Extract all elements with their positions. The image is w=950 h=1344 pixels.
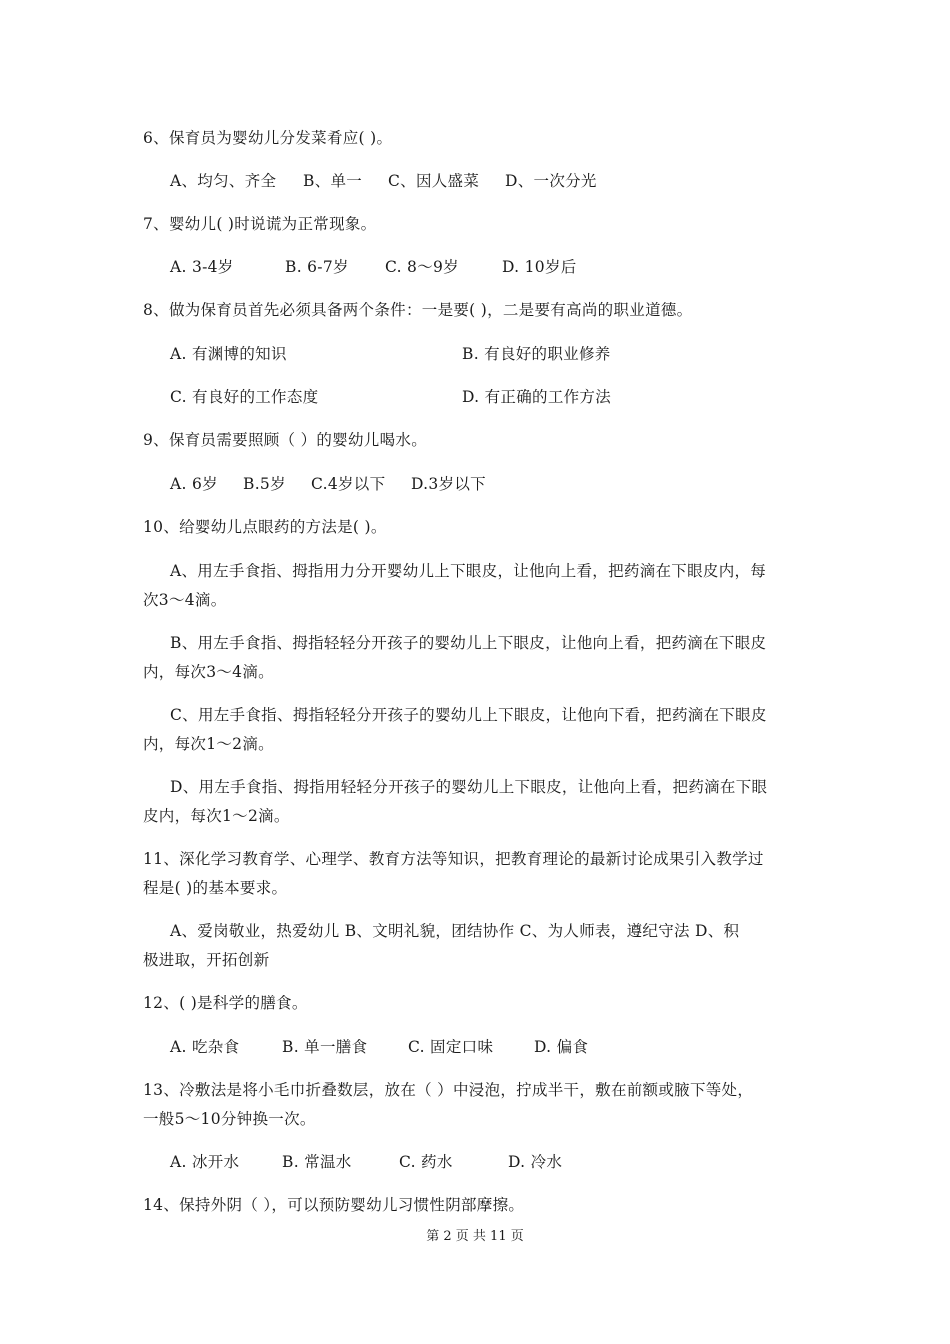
- option-b: B.5岁: [243, 475, 286, 493]
- question-8-stem: 8、做为保育员首先必须具备两个条件：一是要( )，二是要有高尚的职业道德。: [143, 301, 693, 319]
- option-c: C. 8～9岁: [385, 258, 459, 276]
- option-a: A. 冰开水: [170, 1153, 240, 1171]
- question-7-stem: 7、婴幼儿( )时说谎为正常现象。: [143, 215, 377, 233]
- option-d-line-1: D、用左手食指、拇指用轻轻分开孩子的婴幼儿上下眼皮，让他向上看，把药滴在下眼: [170, 778, 768, 796]
- option-d: D、一次分光: [505, 172, 597, 190]
- option-b: B. 6-7岁: [285, 258, 349, 276]
- option-c-line-1: C、用左手食指、拇指轻轻分开孩子的婴幼儿上下眼皮，让他向下看，把药滴在下眼皮: [170, 706, 767, 724]
- question-11-stem-line-2: 程是( )的基本要求。: [143, 879, 288, 897]
- question-10-stem: 10、给婴幼儿点眼药的方法是( )。: [143, 518, 387, 536]
- option-c: C. 有良好的工作态度: [170, 388, 319, 406]
- option-d: D.3岁以下: [411, 475, 486, 493]
- option-d-line-2: 皮内，每次1～2滴。: [143, 807, 290, 825]
- option-c: C.4岁以下: [311, 475, 386, 493]
- question-12-stem: 12、( )是科学的膳食。: [143, 994, 308, 1012]
- option-a: A. 6岁: [170, 475, 218, 493]
- option-b-line-1: B、用左手食指、拇指轻轻分开孩子的婴幼儿上下眼皮，让他向上看，把药滴在下眼皮: [170, 634, 767, 652]
- option-b: B. 单一膳食: [282, 1038, 368, 1056]
- question-9-stem: 9、保育员需要照顾（ ）的婴幼儿喝水。: [143, 431, 427, 449]
- question-11-options-line-1: A、爱岗敬业，热爱幼儿 B、文明礼貌，团结协作 C、为人师表，遵纪守法 D、积: [170, 922, 740, 940]
- question-6-stem: 6、保育员为婴幼儿分发菜肴应( )。: [143, 129, 393, 147]
- option-b: B. 有良好的职业修养: [462, 345, 611, 363]
- option-b-line-2: 内，每次3～4滴。: [143, 663, 274, 681]
- option-c: C、因人盛菜: [388, 172, 480, 190]
- question-9-options: [170, 474, 486, 494]
- option-d: D. 10岁后: [502, 258, 577, 276]
- option-d: D. 偏食: [534, 1038, 589, 1056]
- option-a: A. 吃杂食: [170, 1038, 240, 1056]
- question-13-options: [170, 1152, 562, 1172]
- question-14-stem: 14、保持外阴（ ），可以预防婴幼儿习惯性阴部摩擦。: [143, 1196, 525, 1214]
- option-c-line-2: 内，每次1～2滴。: [143, 735, 274, 753]
- question-11-options-line-2: 极进取，开拓创新: [143, 951, 270, 969]
- option-d: D. 冷水: [508, 1153, 563, 1171]
- option-c: C. 固定口味: [408, 1038, 494, 1056]
- question-12-options: [170, 1037, 588, 1057]
- question-13-stem-line-1: 13、冷敷法是将小毛巾折叠数层，放在（ ）中浸泡，拧成半干，敷在前额或腋下等处，: [143, 1081, 754, 1099]
- option-b: B、单一: [303, 172, 363, 190]
- option-a-line-1: A、用左手食指、拇指用力分开婴幼儿上下眼皮，让他向上看，把药滴在下眼皮内，每: [170, 562, 767, 580]
- question-7-options: [170, 257, 577, 277]
- option-d: D. 有正确的工作方法: [462, 388, 612, 406]
- question-13-stem-line-2: 一般5～10分钟换一次。: [143, 1110, 316, 1128]
- question-11-stem-line-1: 11、深化学习教育学、心理学、教育方法等知识，把教育理论的最新讨论成果引入教学过: [143, 850, 764, 868]
- option-a-line-2: 次3～4滴。: [143, 591, 227, 609]
- option-c: C. 药水: [399, 1153, 453, 1171]
- option-a: A. 3-4岁: [170, 258, 234, 276]
- option-b: B. 常温水: [282, 1153, 352, 1171]
- option-a: A、均匀、齐全: [170, 172, 277, 190]
- option-a: A. 有渊博的知识: [170, 345, 287, 363]
- page-number: 第 2 页 共 11 页: [426, 1229, 524, 1244]
- question-6-options: [170, 171, 597, 191]
